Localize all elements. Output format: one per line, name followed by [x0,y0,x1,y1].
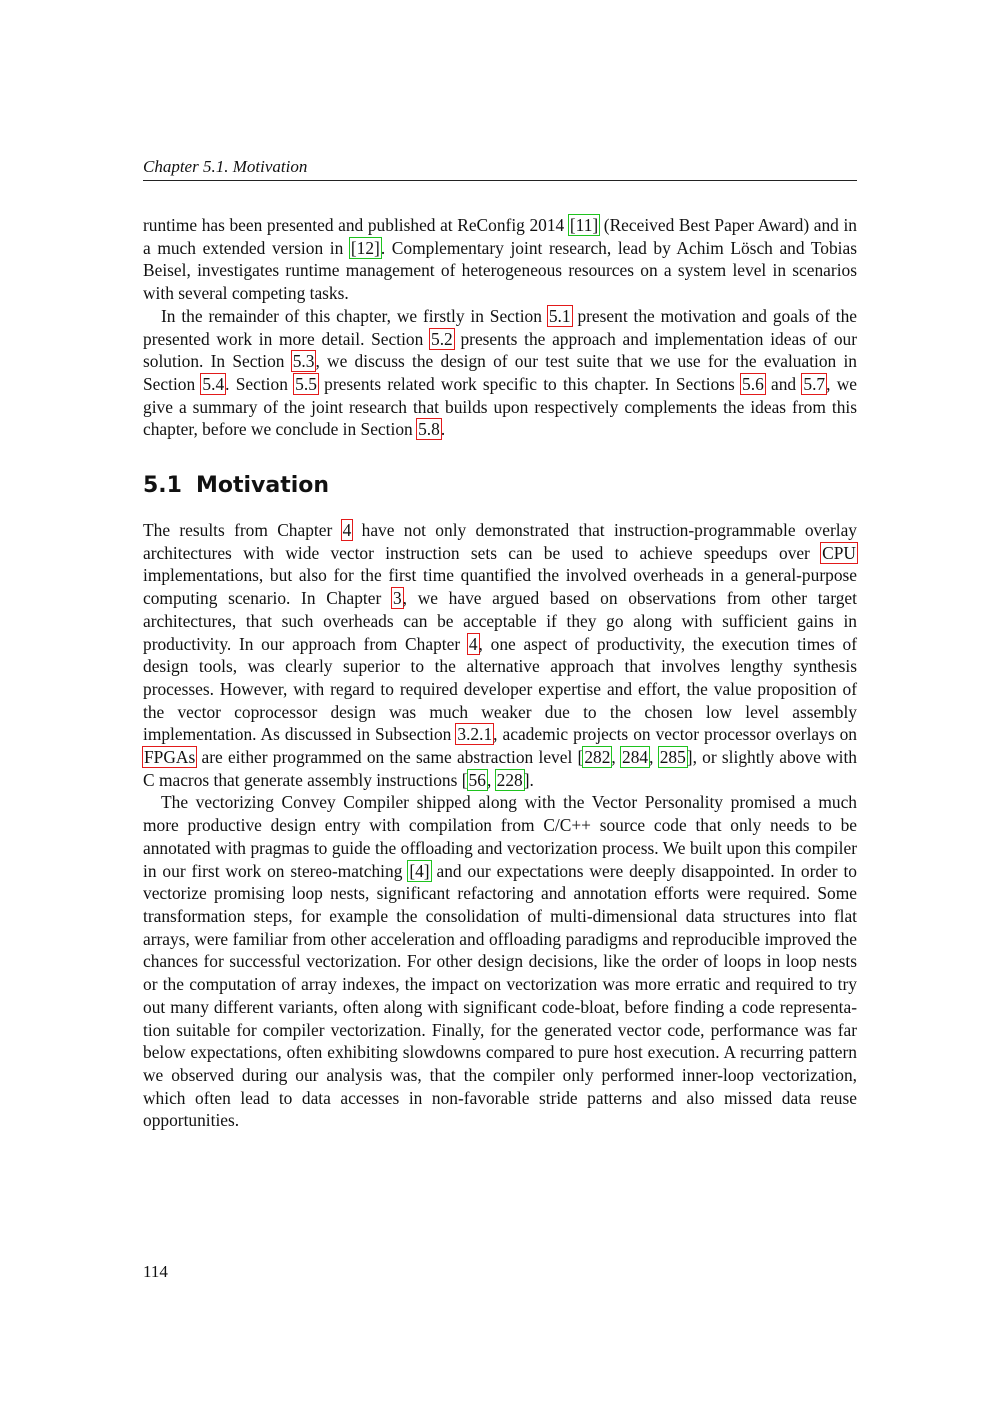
text-run: . Complementary joint research, lead by Achim Lösch and Tobias Beisel, investigates runtime management of heterogeneous resources on a system level in scenarios with several competing tasks. [143,237,857,304]
body-text [143,214,857,1132]
text-run: runtime has been presented and published at ReConfig 2014 [143,215,569,235]
text-run: , we have argued based on observations from other target architectures, that such overheads can be acceptable if they go along with sufficient gains in productivity. In our approach from Chapter [143,588,857,654]
section-link[interactable]: 5.7 [803,373,826,394]
text-run: ]. [523,769,534,790]
text-run: , we discuss the design of our test suite that we use for the evaluation in Section [143,351,857,394]
text-run: , [611,747,621,768]
text-run: , we give a summary of the joint research that builds upon respectively complements the ideas from this chapter, before we conclude in Section [143,373,857,440]
text-run: and [764,373,803,394]
text-run: . [440,419,446,440]
citation-link[interactable]: [12] [350,237,380,258]
text-run: implementations, but also for the first time quantified the involved overheads in a general-purpose computing scenario. In Chapter [143,565,857,609]
section-link[interactable]: 5.5 [295,373,317,394]
text-run: The vectorizing Convey Compiler shipped along with the Vector Personality promised a much more productive design entry with compilation from C/C++ source code that only needs to be annotated with pragmas to guide the offloading and vectorization process. We built upon this compiler in our first work on stereo-matching [143,792,857,881]
citation-link[interactable]: 56 [468,769,486,790]
citation-link[interactable]: 228 [496,769,523,790]
acronym-link[interactable]: CPU [822,542,856,563]
running-head: Chapter 5.1. Motivation [143,157,308,176]
citation-link[interactable]: [4] [409,860,430,881]
paragraph [143,519,857,791]
text-run: . Section [225,373,295,394]
text-run: , [649,747,659,768]
chapter-link[interactable]: 3 [392,588,402,609]
text-run: and our expectations were deeply disappointed. In order to vectorize promising loop nests, significant refactoring and annotation efforts were required. Some transformation steps, for example the consolidation of multi-dimensional data structures into flat arrays, were familiar from other acceleration and offloading paradigms and reproducible improved the chances for successful vectorization. For other design decisions, like the order of loops in loop nests or the computation of array indexes, the impact on vectorization was more erratic and required to try out many different variants, often along with significant code-bloat, before finding a code representation suitable for compiler vectorization. Finally, for the generated vector code, performance was far below expectations, often exhibiting slowdowns compared to pure host execution. A recurring pattern we observed during our analysis was, that the compiler only performed inner-loop vectorization, which often lead to data accesses in non-favorable stride patterns and also missed data reuse opportunities. [143,860,857,1131]
citation-link[interactable]: 284 [622,747,649,768]
header-rule [143,180,857,181]
text-run: (Received Best Paper Award) and in a much extended version in [143,215,857,258]
text-run: present the motivation and goals of the presented work in more detail. Section [143,305,858,349]
section-link[interactable]: 5.2 [431,328,453,349]
citation-link[interactable]: [11] [569,215,599,235]
text-run: , one aspect of productivity, the execution times of design tools, was clearly superior to the alternative approach that involves lengthy synthesis processes. However, with regard to required developer expertise and effort, the value proposition of the vector coprocessor design was much weaker due to the chosen low level assembly implementation. As discussed in Subsection [143,633,857,745]
page-number: 114 [143,1262,168,1281]
text-run: In the remainder of this chapter, we firstly in Section [161,305,548,326]
paragraph [143,214,857,305]
section-link[interactable]: 5.3 [292,351,315,372]
section-heading [143,471,857,501]
citation-link[interactable]: 282 [584,747,611,768]
paragraph [143,305,857,441]
text-run: presents the approach and implementation ideas of our solution. In Section [143,328,858,372]
section-link[interactable]: 5.8 [418,419,440,440]
section-link[interactable]: 5.1 [548,305,571,326]
text-run: ], or slightly above with C macros that generate assembly instructions [ [143,747,857,790]
text-run: , [486,769,496,790]
citation-link[interactable]: 285 [659,747,686,768]
acronym-link[interactable]: FPGAs [144,747,196,768]
chapter-link[interactable]: 4 [468,633,478,654]
text-run: presents related work specific to this chapter. In Sections [317,373,742,394]
text-run: The results from Chapter [143,520,342,541]
section-link[interactable]: 5.4 [202,373,225,394]
section-number: 5.1 [143,473,182,499]
text-run: , academic projects on vector processor overlays on [493,724,857,745]
subsection-link[interactable]: 3.2.1 [457,724,493,745]
paragraph [143,791,857,1132]
section-title: Motivation [195,473,330,499]
text-run: have not only demonstrated that instruction-programmable overlay architectures with wide vector instruction sets can be used to achieve speedups over [143,520,858,563]
text-run: are either programmed on the same abstraction level [ [196,747,584,768]
chapter-link[interactable]: 4 [342,520,352,541]
section-link[interactable]: 5.6 [742,373,764,394]
